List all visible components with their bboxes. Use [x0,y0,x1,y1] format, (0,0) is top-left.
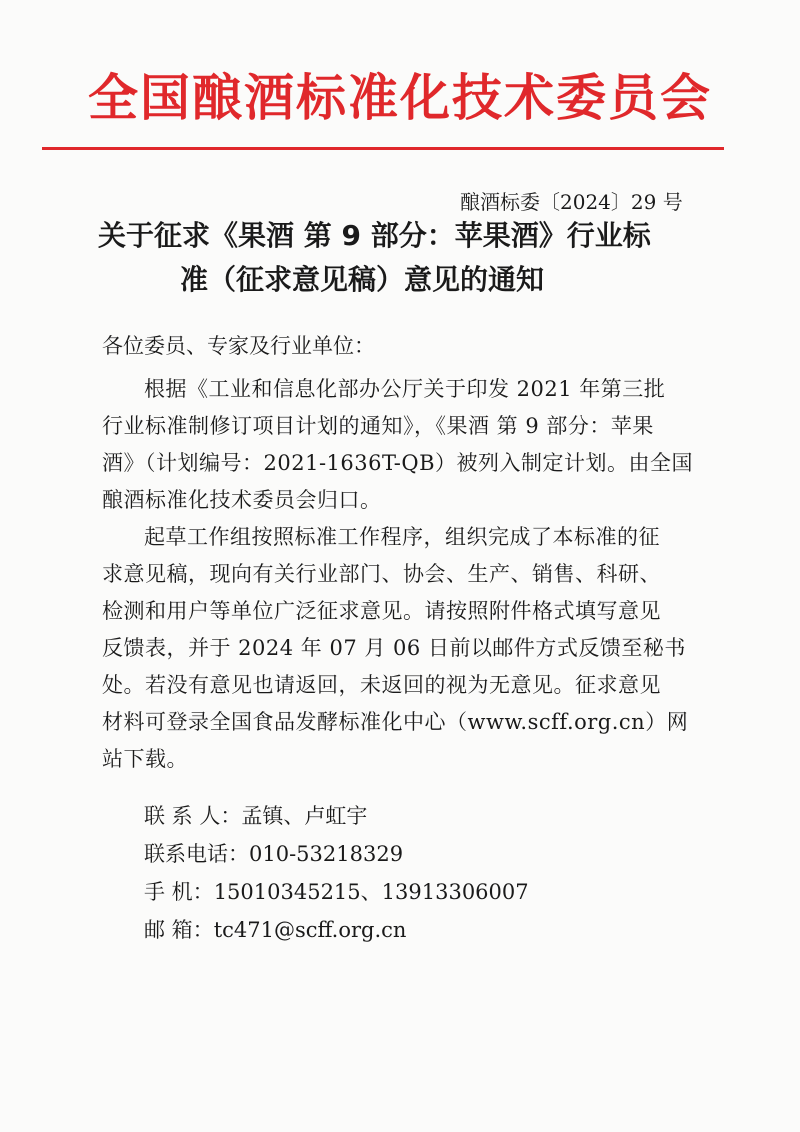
paragraph-1 [102,371,700,519]
contact-value: tc471@scff.org.cn [213,918,407,942]
paragraph-line: 根据《工业和信息化部办公厅关于印发 2021 年第三批 [144,377,666,401]
document-title-line-1: 关于征求《果酒 第 9 部分：苹果酒》行业标 [98,219,651,252]
paragraph-line: 起草工作组按照标准工作程序，组织完成了本标准的征 [144,525,660,549]
org-header-title: 全国酿酒标准化技术委员会 [88,69,712,127]
header-red-divider [42,147,724,150]
contact-label: 邮 箱： [144,918,214,942]
paragraph-line: 站下载。 [102,747,188,771]
contact-value: 010-53218329 [249,842,404,866]
paragraph-line: 酿酒标准化技术委员会归口。 [102,488,382,512]
paragraph-line: 材料可登录全国食品发酵标准化中心（www.scff.org.cn）网 [102,710,689,734]
paragraph-line: 处。若没有意见也请返回，未返回的视为无意见。征求意见 [102,673,661,697]
paragraph-line: 反馈表，并于 2024 年 07 月 06 日前以邮件方式反馈至秘书 [102,636,686,660]
document-number: 酿酒标委〔2024〕29 号 [460,190,683,214]
contact-mobile-row [144,873,529,911]
contact-label: 联 系 人： [144,804,242,828]
contact-person-row [144,797,529,835]
paragraph-line: 酒》（计划编号：2021-1636T-QB）被列入制定计划。由全国 [102,451,694,475]
contact-phone-row [144,835,529,873]
contact-email-row [144,911,529,949]
contact-label: 联系电话： [144,842,249,866]
contact-info [144,797,529,949]
document-title [98,214,718,302]
paragraph-2 [102,519,700,778]
salutation: 各位委员、专家及行业单位： [102,334,375,358]
paragraph-line: 检测和用户等单位广泛征求意见。请按照附件格式填写意见 [102,599,661,623]
contact-label: 手 机： [144,880,214,904]
paragraph-line: 行业标准制修订项目计划的通知》，《果酒 第 9 部分：苹果 [102,414,654,438]
paragraph-line: 求意见稿，现向有关行业部门、协会、生产、销售、科研、 [102,562,661,586]
contact-value: 15010345215、13913306007 [213,880,529,904]
document-title-line-2: 准（征求意见稿）意见的通知 [180,263,545,296]
contact-value: 孟镇、卢虹宇 [241,804,368,828]
